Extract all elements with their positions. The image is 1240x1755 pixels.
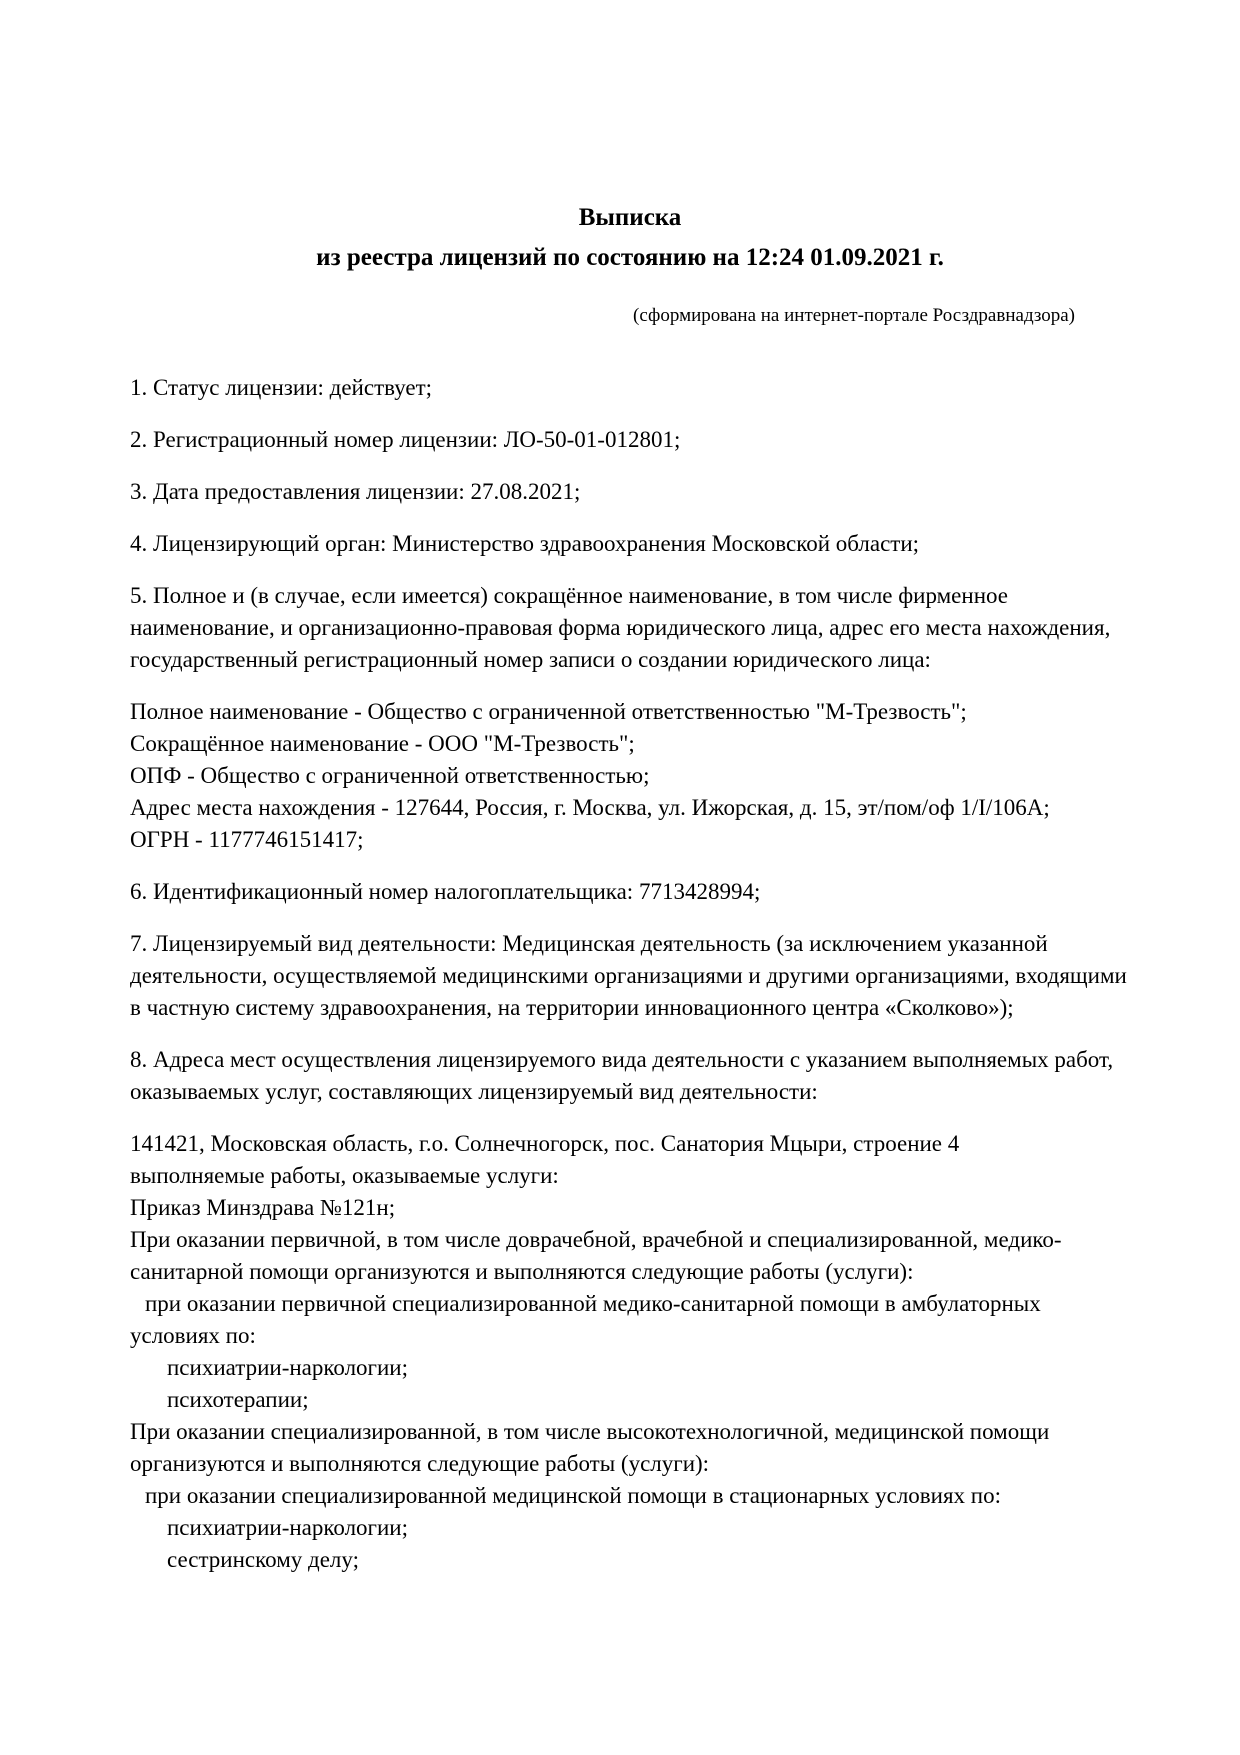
work-line: психотерапии; — [167, 1387, 309, 1412]
works-services-block — [130, 1128, 1130, 1576]
document-subtitle: (сформирована на интернет-портале Росздравнадзора) — [633, 305, 1075, 326]
work-line: Приказ Минздрава №121н; — [130, 1195, 396, 1220]
org-address: Адрес места нахождения - 127644, Россия, г. Москва, ул. Ижорская, д. 15, эт/пом/оф 1/I/106А; — [130, 795, 1050, 820]
work-line: При оказании специализированной, в том числе высокотехнологичной, медицинской помощи организуются и выполняются следующие работы (услуги): — [130, 1419, 1050, 1476]
work-line: выполняемые работы, оказываемые услуги: — [130, 1163, 559, 1188]
item-licensing-authority: 4. Лицензирующий орган: Министерство здравоохранения Московской области; — [130, 531, 920, 556]
item-license-status: 1. Статус лицензии: действует; — [130, 375, 433, 400]
work-line: сестринскому делу; — [167, 1547, 359, 1572]
item-org-info-heading: 5. Полное и (в случае, если имеется) сокращённое наименование, в том числе фирменное наименование, и организационно-правовая форма юридического лица, адрес его места нахождения, государственный регистрационный номер записи о создании юридического лица: — [130, 583, 1111, 672]
item-registration-number: 2. Регистрационный номер лицензии: ЛО-50-01-012801; — [130, 427, 681, 452]
document-body — [130, 372, 1130, 1576]
work-line: 141421, Московская область, г.о. Солнечногорск, пос. Санатория Мцыри, строение 4 — [130, 1131, 960, 1156]
org-full-name: Полное наименование - Общество с ограниченной ответственностью "М-Трезвость"; — [130, 699, 967, 724]
item-addresses-heading: 8. Адреса мест осуществления лицензируемого вида деятельности с указанием выполняемых работ, оказываемых услуг, составляющих лицензируемый вид деятельности: — [130, 1047, 1114, 1104]
work-line: при оказании первичной специализированной медико-санитарной помощи в амбулаторных условиях по: — [130, 1291, 1041, 1348]
document-title-line2: из реестра лицензий по состоянию на 12:24 01.09.2021 г. — [316, 244, 944, 271]
item-grant-date: 3. Дата предоставления лицензии: 27.08.2021; — [130, 479, 581, 504]
org-ogrn: ОГРН - 1177746151417; — [130, 827, 364, 852]
item-taxpayer-number: 6. Идентификационный номер налогоплательщика: 7713428994; — [130, 879, 761, 904]
work-line: психиатрии-наркологии; — [167, 1355, 408, 1380]
org-details-block — [130, 696, 1130, 856]
org-short-name: Сокращённое наименование - ООО "М-Трезвость"; — [130, 731, 635, 756]
item-licensed-activity: 7. Лицензируемый вид деятельности: Медицинская деятельность (за исключением указанной деятельности, осуществляемой медицинскими организациями и другими организациями, входящими в частную систему здравоохранения, на территории инновационного центра «Сколково»); — [130, 931, 1127, 1020]
document-title-line1: Выписка — [578, 204, 682, 231]
work-line: При оказании первичной, в том числе доврачебной, врачебной и специализированной, медико-санитарной помощи организуются и выполняются следующие работы (услуги): — [130, 1227, 1062, 1284]
work-line: психиатрии-наркологии; — [167, 1515, 408, 1540]
org-legal-form: ОПФ - Общество с ограниченной ответственностью; — [130, 763, 650, 788]
document-title — [130, 198, 1130, 278]
work-line: при оказании специализированной медицинской помощи в стационарных условиях по: — [145, 1483, 1001, 1508]
